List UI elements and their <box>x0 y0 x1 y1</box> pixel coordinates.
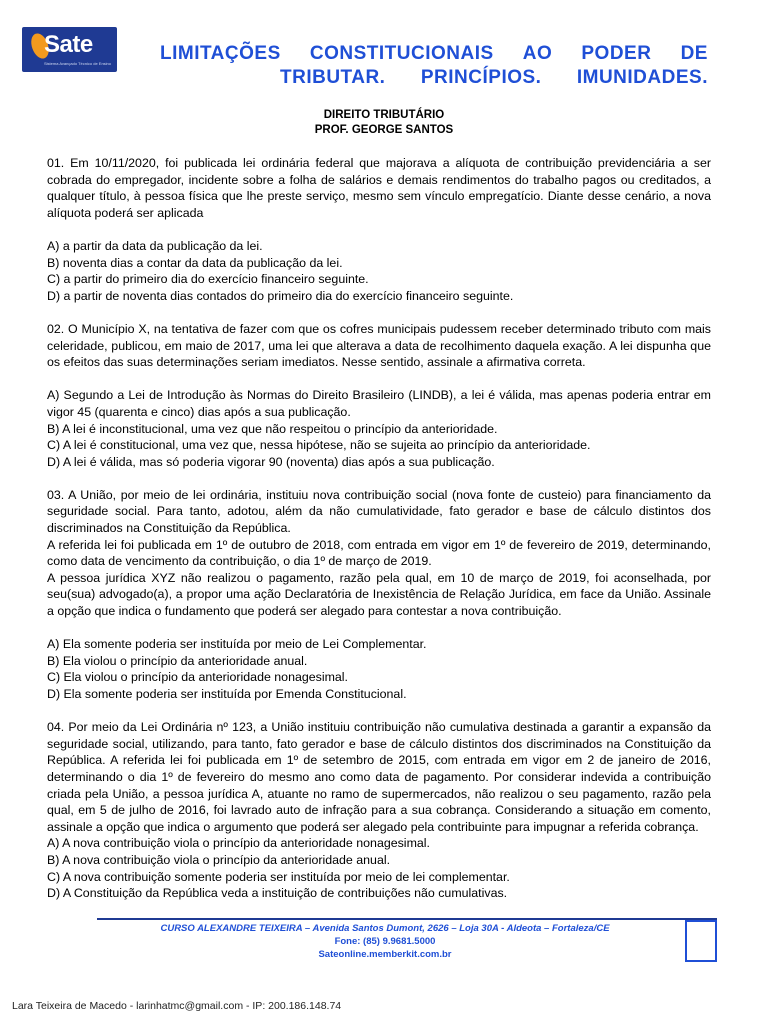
answer-option-b: B) Ela violou o princípio da anterioridade anual. <box>47 653 308 668</box>
answer-option-d: D) a partir de noventa dias contados do primeiro dia do exercício financeiro seguinte. <box>47 288 514 303</box>
footer-phone: Fone: (85) 9.9681.5000 <box>334 936 436 947</box>
title-word: IMUNIDADES. <box>576 67 708 88</box>
title-word: CONSTITUCIONAIS <box>309 43 494 64</box>
answer-option-c: C) Ela violou o princípio da anterioridade nonagesimal. <box>47 670 348 685</box>
answer-option-d: D) Ela somente poderia ser instituída por Emenda Constitucional. <box>47 687 407 701</box>
logo-tagline: Sistema Avançado Técnico de Ensino <box>44 61 112 66</box>
question-text: A pessoa jurídica XYZ não realizou o pagamento, razão pela qual, em 10 de março de 2019, foi aconselhada, por seu(sua) advogado(a), a propor uma ação Declaratória de Inexistência de Relação Jurídica, em face da União. Assinale a opção que indica o fundamento que poderá ser alegado para contestar a nova contribuição. <box>47 570 711 619</box>
footer-divider <box>97 918 717 920</box>
document-title <box>160 42 708 90</box>
answer-option-a: A) Segundo a Lei de Introdução às Normas do Direito Brasileiro (LINDB), a lei é válida, mas apenas poderia entrar em vigor 45 (quarenta e cinco) dias após a sua publicação. <box>47 388 711 419</box>
footer-box <box>685 920 717 962</box>
question-text: 04. Por meio da Lei Ordinária nº 123, a União instituiu contribuição não cumulativa destinada a garantir a expansão da seguridade social, utilizando, para tanto, fato gerador e base de cálculo distintos dos discriminados na Constituição da República. A referida lei foi publicada em 1º de setembro de 2015, com entrada em vigor em 2 de janeiro de 2016, determinando o dia 1º de fevereiro do mesmo ano como data de pagamento. Por considerar indevida a contribuição criada pela União, a pessoa jurídica A, atuante no ramo de supermercados, não realizou o seu pagamento, razão pela qual, em 5 de julho de 2016, foi lavrado auto de infração para a sua cobrança. Considerando a situação em comento, assinale a opção que indica o argumento que poderá ser alegado pela contribuinte para impugnar a referida cobrança. <box>47 720 711 834</box>
answer-option-a: A) Ela somente poderia ser instituída por meio de Lei Complementar. <box>47 637 427 652</box>
answer-option-a: A) a partir da data da publicação da lei. <box>47 238 263 253</box>
title-word: AO <box>522 43 553 64</box>
title-word: TRIBUTAR. <box>280 67 386 88</box>
title-word: PODER <box>581 43 652 64</box>
sate-logo <box>22 27 117 72</box>
question-4 <box>47 719 711 902</box>
question-text: 01. Em 10/11/2020, foi publicada lei ordinária federal que majorava a alíquota de contribuição previdenciária a ser cobrada do empregador, incidente sobre a folha de salários e demais rendimentos do trabalho pagos ou creditados, a qualquer título, à pessoa física que lhe preste serviço, mesmo sem vínculo empregatício. Diante desse cenário, a nova alíquota poderá ser aplicada <box>47 156 711 220</box>
title-line-2 <box>280 66 708 90</box>
question-text: A referida lei foi publicada em 1º de outubro de 2018, com entrada em vigor em 1º de fevereiro de 2019, determinando, como data de vencimento da contribuição, o dia 1º de março de 2019. <box>47 537 711 569</box>
answer-option-b: B) A nova contribuição viola o princípio da anterioridade anual. <box>47 852 391 867</box>
title-word: DE <box>680 43 708 64</box>
footer-website[interactable]: Sateonline.memberkit.com.br <box>318 949 452 960</box>
answer-option-d: D) A lei é válida, mas só poderia vigorar 90 (noventa) dias após a sua publicação. <box>47 454 495 469</box>
question-2 <box>47 321 711 470</box>
title-word: PRINCÍPIOS. <box>420 67 542 88</box>
footer-address: CURSO ALEXANDRE TEIXEIRA – Avenida Santos Dumont, 2626 – Loja 30A - Aldeota – Fortaleza/CE <box>160 923 610 934</box>
answer-option-b: B) noventa dias a contar da data da publicação da lei. <box>47 255 343 270</box>
answer-option-b: B) A lei é inconstitucional, uma vez que não respeitou o princípio da anterioridade. <box>47 421 498 436</box>
answer-option-c: C) A nova contribuição somente poderia ser instituída por meio de lei complementar. <box>47 869 510 884</box>
answer-option-d: D) A Constituição da República veda a instituição de contribuições não cumulativas. <box>47 886 508 901</box>
question-1 <box>47 155 711 304</box>
question-3 <box>47 487 711 703</box>
footer <box>85 922 685 961</box>
answer-option-c: C) A lei é constitucional, uma vez que, nessa hipótese, não se sujeita ao princípio da anterioridade. <box>47 438 591 453</box>
answer-option-a: A) A nova contribuição viola o princípio da anterioridade nonagesimal. <box>47 836 430 851</box>
questions-body <box>47 155 711 902</box>
subject-name: DIREITO TRIBUTÁRIO <box>323 109 445 121</box>
question-text: 02. O Município X, na tentativa de fazer com que os cofres municipais pudessem receber determinado tributo com mais celeridade, publicou, em maio de 2017, uma lei que alterava a data de recolhimento daquela exação. A lei dispunha que os efeitos das suas determinações seriam imediatos. Nesse sentido, assinale a afirmativa correta. <box>47 321 711 370</box>
user-watermark: Lara Teixeira de Macedo - larinhatmc@gmail.com - IP: 200.186.148.74 <box>12 1000 342 1012</box>
logo-text: Sate <box>44 31 93 58</box>
question-text: 03. A União, por meio de lei ordinária, instituiu nova contribuição social (nova fonte de custeio) para financiamento da seguridade social. Para tanto, adotou, além da não cumulatividade, fato gerador e base de cálculo distintos dos discriminados na Constituição da República. <box>47 487 711 536</box>
professor-name: PROF. GEORGE SANTOS <box>314 124 454 136</box>
answer-option-c: C) a partir do primeiro dia do exercício financeiro seguinte. <box>47 272 369 287</box>
title-word: LIMITAÇÕES <box>160 43 281 64</box>
title-line-1 <box>160 42 708 66</box>
